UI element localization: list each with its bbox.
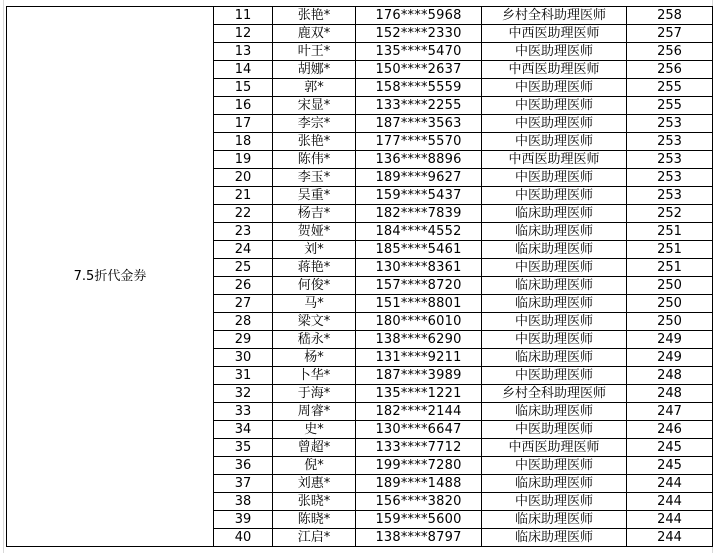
name-cell[interactable]: 杨* bbox=[273, 349, 356, 367]
rank-cell[interactable]: 24 bbox=[214, 241, 273, 259]
score-cell[interactable]: 255 bbox=[627, 79, 713, 97]
name-cell[interactable]: 陈伟* bbox=[273, 151, 356, 169]
name-cell[interactable]: 李宗* bbox=[273, 115, 356, 133]
category-cell[interactable]: 临床助理医师 bbox=[482, 349, 627, 367]
score-cell[interactable]: 258 bbox=[627, 7, 713, 25]
phone-cell[interactable]: 130****8361 bbox=[356, 259, 482, 277]
category-cell[interactable]: 临床助理医师 bbox=[482, 223, 627, 241]
name-cell[interactable]: 吴重* bbox=[273, 187, 356, 205]
name-cell[interactable]: 鹿双* bbox=[273, 25, 356, 43]
phone-cell[interactable]: 138****6290 bbox=[356, 331, 482, 349]
rank-cell[interactable]: 40 bbox=[214, 529, 273, 547]
rank-cell[interactable]: 15 bbox=[214, 79, 273, 97]
score-cell[interactable]: 244 bbox=[627, 493, 713, 511]
phone-cell[interactable]: 135****1221 bbox=[356, 385, 482, 403]
rank-cell[interactable]: 21 bbox=[214, 187, 273, 205]
name-cell[interactable]: 陈晓* bbox=[273, 511, 356, 529]
category-cell[interactable]: 临床助理医师 bbox=[482, 403, 627, 421]
category-cell[interactable]: 中医助理医师 bbox=[482, 421, 627, 439]
score-cell[interactable]: 248 bbox=[627, 385, 713, 403]
rank-cell[interactable]: 38 bbox=[214, 493, 273, 511]
phone-cell[interactable]: 182****2144 bbox=[356, 403, 482, 421]
rank-cell[interactable]: 12 bbox=[214, 25, 273, 43]
table-body bbox=[7, 7, 713, 547]
name-cell[interactable]: 梁文* bbox=[273, 313, 356, 331]
rank-cell[interactable]: 23 bbox=[214, 223, 273, 241]
rank-cell[interactable]: 26 bbox=[214, 277, 273, 295]
name-cell[interactable]: 宋显* bbox=[273, 97, 356, 115]
score-cell[interactable]: 245 bbox=[627, 439, 713, 457]
winners-table bbox=[6, 6, 713, 547]
category-cell[interactable]: 临床助理医师 bbox=[482, 205, 627, 223]
score-cell[interactable]: 252 bbox=[627, 205, 713, 223]
phone-cell[interactable]: 189****1488 bbox=[356, 475, 482, 493]
phone-cell[interactable]: 159****5437 bbox=[356, 187, 482, 205]
rank-cell[interactable]: 36 bbox=[214, 457, 273, 475]
category-cell[interactable]: 临床助理医师 bbox=[482, 529, 627, 547]
name-cell[interactable]: 江启* bbox=[273, 529, 356, 547]
name-cell[interactable]: 胡娜* bbox=[273, 61, 356, 79]
score-cell[interactable]: 256 bbox=[627, 61, 713, 79]
score-cell[interactable]: 253 bbox=[627, 133, 713, 151]
score-cell[interactable]: 251 bbox=[627, 259, 713, 277]
category-cell[interactable]: 中西医助理医师 bbox=[482, 61, 627, 79]
score-cell[interactable]: 253 bbox=[627, 115, 713, 133]
score-cell[interactable]: 246 bbox=[627, 421, 713, 439]
name-cell[interactable]: 叶王* bbox=[273, 43, 356, 61]
phone-cell[interactable]: 130****6647 bbox=[356, 421, 482, 439]
name-cell[interactable]: 刘惠* bbox=[273, 475, 356, 493]
score-cell[interactable]: 257 bbox=[627, 25, 713, 43]
phone-cell[interactable]: 138****8797 bbox=[356, 529, 482, 547]
phone-cell[interactable]: 152****2330 bbox=[356, 25, 482, 43]
phone-cell[interactable]: 185****5461 bbox=[356, 241, 482, 259]
name-cell[interactable]: 蒋艳* bbox=[273, 259, 356, 277]
score-cell[interactable]: 251 bbox=[627, 223, 713, 241]
table-row bbox=[7, 7, 713, 25]
category-cell[interactable]: 中医助理医师 bbox=[482, 133, 627, 151]
category-cell[interactable]: 临床助理医师 bbox=[482, 511, 627, 529]
name-cell[interactable]: 马* bbox=[273, 295, 356, 313]
name-cell[interactable]: 贺娅* bbox=[273, 223, 356, 241]
rank-cell[interactable]: 27 bbox=[214, 295, 273, 313]
rank-cell[interactable]: 22 bbox=[214, 205, 273, 223]
score-cell[interactable]: 249 bbox=[627, 331, 713, 349]
category-cell[interactable]: 乡村全科助理医师 bbox=[482, 385, 627, 403]
category-cell[interactable]: 中医助理医师 bbox=[482, 331, 627, 349]
rank-cell[interactable]: 11 bbox=[214, 7, 273, 25]
rank-cell[interactable]: 17 bbox=[214, 115, 273, 133]
name-cell[interactable]: 刘* bbox=[273, 241, 356, 259]
category-cell[interactable]: 中西医助理医师 bbox=[482, 25, 627, 43]
category-cell[interactable]: 中医助理医师 bbox=[482, 457, 627, 475]
score-cell[interactable]: 250 bbox=[627, 295, 713, 313]
category-cell[interactable]: 中西医助理医师 bbox=[482, 439, 627, 457]
score-cell[interactable]: 253 bbox=[627, 187, 713, 205]
name-cell[interactable]: 李玉* bbox=[273, 169, 356, 187]
rank-cell[interactable]: 39 bbox=[214, 511, 273, 529]
name-cell[interactable]: 史* bbox=[273, 421, 356, 439]
category-cell[interactable]: 中医助理医师 bbox=[482, 313, 627, 331]
category-cell[interactable]: 中医助理医师 bbox=[482, 43, 627, 61]
category-cell[interactable]: 中医助理医师 bbox=[482, 169, 627, 187]
rank-cell[interactable]: 29 bbox=[214, 331, 273, 349]
phone-cell[interactable]: 150****2637 bbox=[356, 61, 482, 79]
rank-cell[interactable]: 18 bbox=[214, 133, 273, 151]
name-cell[interactable]: 郭* bbox=[273, 79, 356, 97]
rank-cell[interactable]: 20 bbox=[214, 169, 273, 187]
category-cell[interactable]: 中医助理医师 bbox=[482, 493, 627, 511]
name-cell[interactable]: 周睿* bbox=[273, 403, 356, 421]
phone-cell[interactable]: 187****3989 bbox=[356, 367, 482, 385]
category-cell[interactable]: 临床助理医师 bbox=[482, 241, 627, 259]
name-cell[interactable]: 何俊* bbox=[273, 277, 356, 295]
category-cell[interactable]: 中医助理医师 bbox=[482, 367, 627, 385]
phone-cell[interactable]: 131****9211 bbox=[356, 349, 482, 367]
score-cell[interactable]: 253 bbox=[627, 169, 713, 187]
phone-cell[interactable]: 156****3820 bbox=[356, 493, 482, 511]
name-cell[interactable]: 张艳* bbox=[273, 133, 356, 151]
category-cell[interactable]: 乡村全科助理医师 bbox=[482, 7, 627, 25]
phone-cell[interactable]: 135****5470 bbox=[356, 43, 482, 61]
rank-cell[interactable]: 14 bbox=[214, 61, 273, 79]
phone-cell[interactable]: 159****5600 bbox=[356, 511, 482, 529]
phone-cell[interactable]: 133****2255 bbox=[356, 97, 482, 115]
name-cell[interactable]: 张晓* bbox=[273, 493, 356, 511]
phone-cell[interactable]: 184****4552 bbox=[356, 223, 482, 241]
category-cell[interactable]: 临床助理医师 bbox=[482, 295, 627, 313]
score-cell[interactable]: 244 bbox=[627, 511, 713, 529]
score-cell[interactable]: 256 bbox=[627, 43, 713, 61]
score-cell[interactable]: 255 bbox=[627, 97, 713, 115]
category-cell[interactable]: 中西医助理医师 bbox=[482, 151, 627, 169]
score-cell[interactable]: 245 bbox=[627, 457, 713, 475]
phone-cell[interactable]: 189****9627 bbox=[356, 169, 482, 187]
score-cell[interactable]: 249 bbox=[627, 349, 713, 367]
phone-cell[interactable]: 182****7839 bbox=[356, 205, 482, 223]
score-cell[interactable]: 247 bbox=[627, 403, 713, 421]
category-cell[interactable]: 中医助理医师 bbox=[482, 259, 627, 277]
score-cell[interactable]: 250 bbox=[627, 313, 713, 331]
phone-cell[interactable]: 187****3563 bbox=[356, 115, 482, 133]
category-cell[interactable]: 临床助理医师 bbox=[482, 475, 627, 493]
phone-cell[interactable]: 176****5968 bbox=[356, 7, 482, 25]
phone-cell[interactable]: 199****7280 bbox=[356, 457, 482, 475]
rank-cell[interactable]: 33 bbox=[214, 403, 273, 421]
rank-cell[interactable]: 37 bbox=[214, 475, 273, 493]
rank-cell[interactable]: 16 bbox=[214, 97, 273, 115]
category-cell[interactable]: 中医助理医师 bbox=[482, 115, 627, 133]
name-cell[interactable]: 嵇永* bbox=[273, 331, 356, 349]
rank-cell[interactable]: 31 bbox=[214, 367, 273, 385]
category-cell[interactable]: 中医助理医师 bbox=[482, 97, 627, 115]
rank-cell[interactable]: 25 bbox=[214, 259, 273, 277]
phone-cell[interactable]: 177****5570 bbox=[356, 133, 482, 151]
name-cell[interactable]: 张艳* bbox=[273, 7, 356, 25]
category-cell[interactable]: 临床助理医师 bbox=[482, 277, 627, 295]
name-cell[interactable]: 于海* bbox=[273, 385, 356, 403]
phone-cell[interactable]: 151****8801 bbox=[356, 295, 482, 313]
phone-cell[interactable]: 157****8720 bbox=[356, 277, 482, 295]
rank-cell[interactable]: 35 bbox=[214, 439, 273, 457]
score-cell[interactable]: 250 bbox=[627, 277, 713, 295]
phone-cell[interactable]: 180****6010 bbox=[356, 313, 482, 331]
phone-cell[interactable]: 136****8896 bbox=[356, 151, 482, 169]
phone-cell[interactable]: 158****5559 bbox=[356, 79, 482, 97]
name-cell[interactable]: 杨吉* bbox=[273, 205, 356, 223]
score-cell[interactable]: 251 bbox=[627, 241, 713, 259]
score-cell[interactable]: 244 bbox=[627, 475, 713, 493]
name-cell[interactable]: 卜华* bbox=[273, 367, 356, 385]
category-cell[interactable]: 中医助理医师 bbox=[482, 187, 627, 205]
gridline bbox=[3, 0, 4, 553]
score-cell[interactable]: 244 bbox=[627, 529, 713, 547]
score-cell[interactable]: 248 bbox=[627, 367, 713, 385]
rank-cell[interactable]: 28 bbox=[214, 313, 273, 331]
name-cell[interactable]: 曾超* bbox=[273, 439, 356, 457]
category-cell[interactable]: 中医助理医师 bbox=[482, 79, 627, 97]
phone-cell[interactable]: 133****7712 bbox=[356, 439, 482, 457]
rank-cell[interactable]: 32 bbox=[214, 385, 273, 403]
rank-cell[interactable]: 13 bbox=[214, 43, 273, 61]
prize-cell[interactable]: 7.5折代金券 bbox=[7, 7, 214, 547]
name-cell[interactable]: 倪* bbox=[273, 457, 356, 475]
rank-cell[interactable]: 19 bbox=[214, 151, 273, 169]
rank-cell[interactable]: 30 bbox=[214, 349, 273, 367]
rank-cell[interactable]: 34 bbox=[214, 421, 273, 439]
score-cell[interactable]: 253 bbox=[627, 151, 713, 169]
